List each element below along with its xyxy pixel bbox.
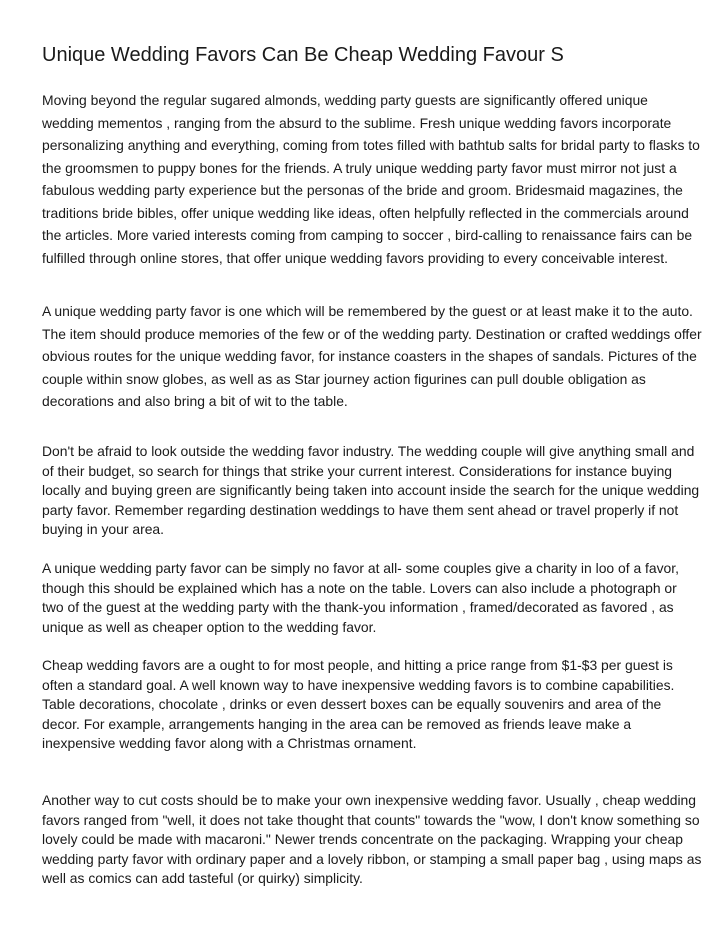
paragraph-5: Cheap wedding favors are a ought to for most people, and hitting a price range from $1-$3 per guest is often a standard goal. A well known way to have inexpensive wedding favors is to combine capabilities. Table decorations, chocolate , drinks or even dessert boxes can be equally souvenirs and area of the decor. For example, arrangements hanging in the area can be removed as friends leave make a inexpensive wedding favor along with a Christmas ornament.: [42, 657, 675, 752]
paragraph-1: Moving beyond the regular sugared almonds, wedding party guests are significantly offered unique wedding mementos , ranging from the absurd to the sublime. Fresh unique wedding favors incorporate personalizing anything and everything, coming from totes filled with bathtub salts for bridal party to flasks to the groomsmen to puppy bones for the friends. A truly unique wedding party favor must mirror not just a fabulous wedding party experience but the personas of the bride and groom. Bridesmaid magazines, the traditions bride bibles, offer unique wedding like ideas, often helpfully reflected in the commercials around the articles. More varied interests coming from camping to soccer , bird-calling to renaissance fairs can be fulfilled through online stores, that offer unique wedding favors providing to every conceivable interest.: [42, 92, 700, 266]
paragraph-3: Don't be afraid to look outside the wedding favor industry. The wedding couple will give anything small and of their budget, so search for things that strike your current interest. Considerations for instance buying locally and buying green are significantly being taken into account inside the search for the unique wedding party favor. Remember regarding destination weddings to have them sent ahead or travel properly if not buying in your area.: [42, 443, 700, 538]
paragraph-4: A unique wedding party favor can be simply no favor at all- some couples give a charity in loo of a favor, though this should be explained which has a note on the table. Lovers can also include a photograph or two of the guest at the wedding party with the thank-you information , framed/decorated as favored , as unique as well as cheaper option to the wedding favor.: [42, 560, 680, 635]
document-title: Unique Wedding Favors Can Be Cheap Wedding Favour S: [42, 44, 564, 66]
paragraph-2: A unique wedding party favor is one which will be remembered by the guest or at least make it to the auto. The item should produce memories of the few or of the wedding party. Destination or crafted weddings offer obvious routes for the unique wedding favor, for instance coasters in the shapes of sandals. Pictures of the couple within snow globes, as well as as Star journey action figurines can pull double obligation as decorations and also bring a bit of wit to the table.: [42, 303, 702, 409]
paragraph-6: Another way to cut costs should be to make your own inexpensive wedding favor. Usually , cheap wedding favors ranged from "well, it does not take thought that counts" towards the "wow, I don't know something so lovely could be made with macaroni." Newer trends concentrate on the packaging. Wrapping your cheap wedding party favor with ordinary paper and a lovely ribbon, or stamping a small paper bag , using maps as well as comics can add tasteful (or quirky) simplicity.: [42, 792, 702, 887]
